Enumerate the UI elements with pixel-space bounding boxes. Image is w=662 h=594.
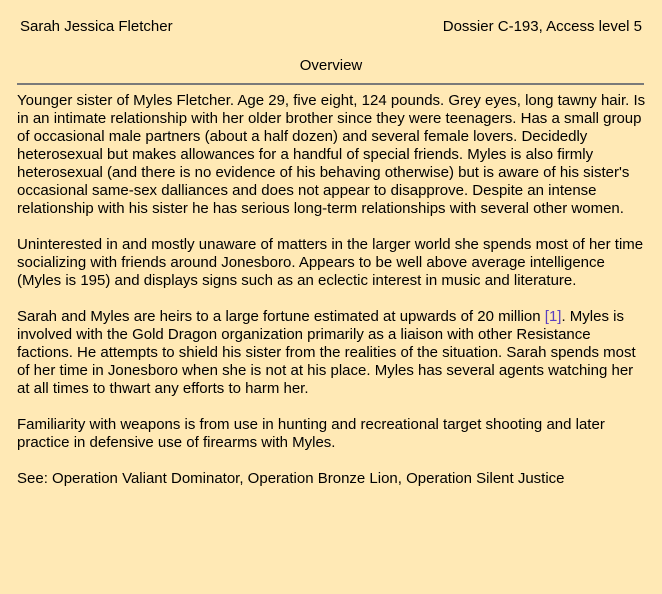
paragraph-fortune — [17, 308, 649, 398]
divider — [17, 83, 644, 85]
paragraph-fortune-part2: . Myles is involved with the Gold Dragon organization primarily as a liaison with other Resistance factions. He attempts to shield his sister from the realities of the situation. Sarah spends most of her time in Jonesboro when she is not at his place. Myles has several agents watching her at all times to thwart any efforts to harm her. — [17, 308, 636, 397]
dossier-id: Dossier C-193, Access level 5 — [442, 18, 642, 35]
paragraph-see-also: See: Operation Valiant Dominator, Operation Bronze Lion, Operation Silent Justice — [17, 470, 565, 487]
paragraph-profile: Younger sister of Myles Fletcher. Age 29, five eight, 124 pounds. Grey eyes, long tawny hair. Is in an intimate relationship with her older brother since they were teenagers. Has a small group of occasional male partners (about a half dozen) and several female lovers. Decidedly heterosexual but makes allowances for a handful of special friends. Myles is also firmly heterosexual (and there is no evidence of his behaving otherwise) but is aware of his sister's occasional same-sex dalliances and does not appear to disapprove. Despite an intense relationship with his sister he has serious long-term relationships with several other women. — [17, 92, 646, 217]
footnote-link[interactable]: [1] — [544, 308, 562, 325]
subject-name: Sarah Jessica Fletcher — [20, 18, 173, 35]
paragraph-fortune-part1: Sarah and Myles are heirs to a large fortune estimated at upwards of 20 million — [17, 308, 545, 325]
section-title: Overview — [299, 57, 363, 74]
dossier-body — [17, 92, 649, 506]
paragraph-weapons: Familiarity with weapons is from use in hunting and recreational target shooting and later practice in defensive use of firearms with Myles. — [17, 416, 605, 451]
dossier-header — [20, 18, 642, 36]
paragraph-social: Uninterested in and mostly unaware of matters in the larger world she spends most of her time socializing with friends around Jonesboro. Appears to be well above average intelligence (Myles is 195) and displays signs such as an eclectic interest in music and literature. — [17, 236, 644, 289]
